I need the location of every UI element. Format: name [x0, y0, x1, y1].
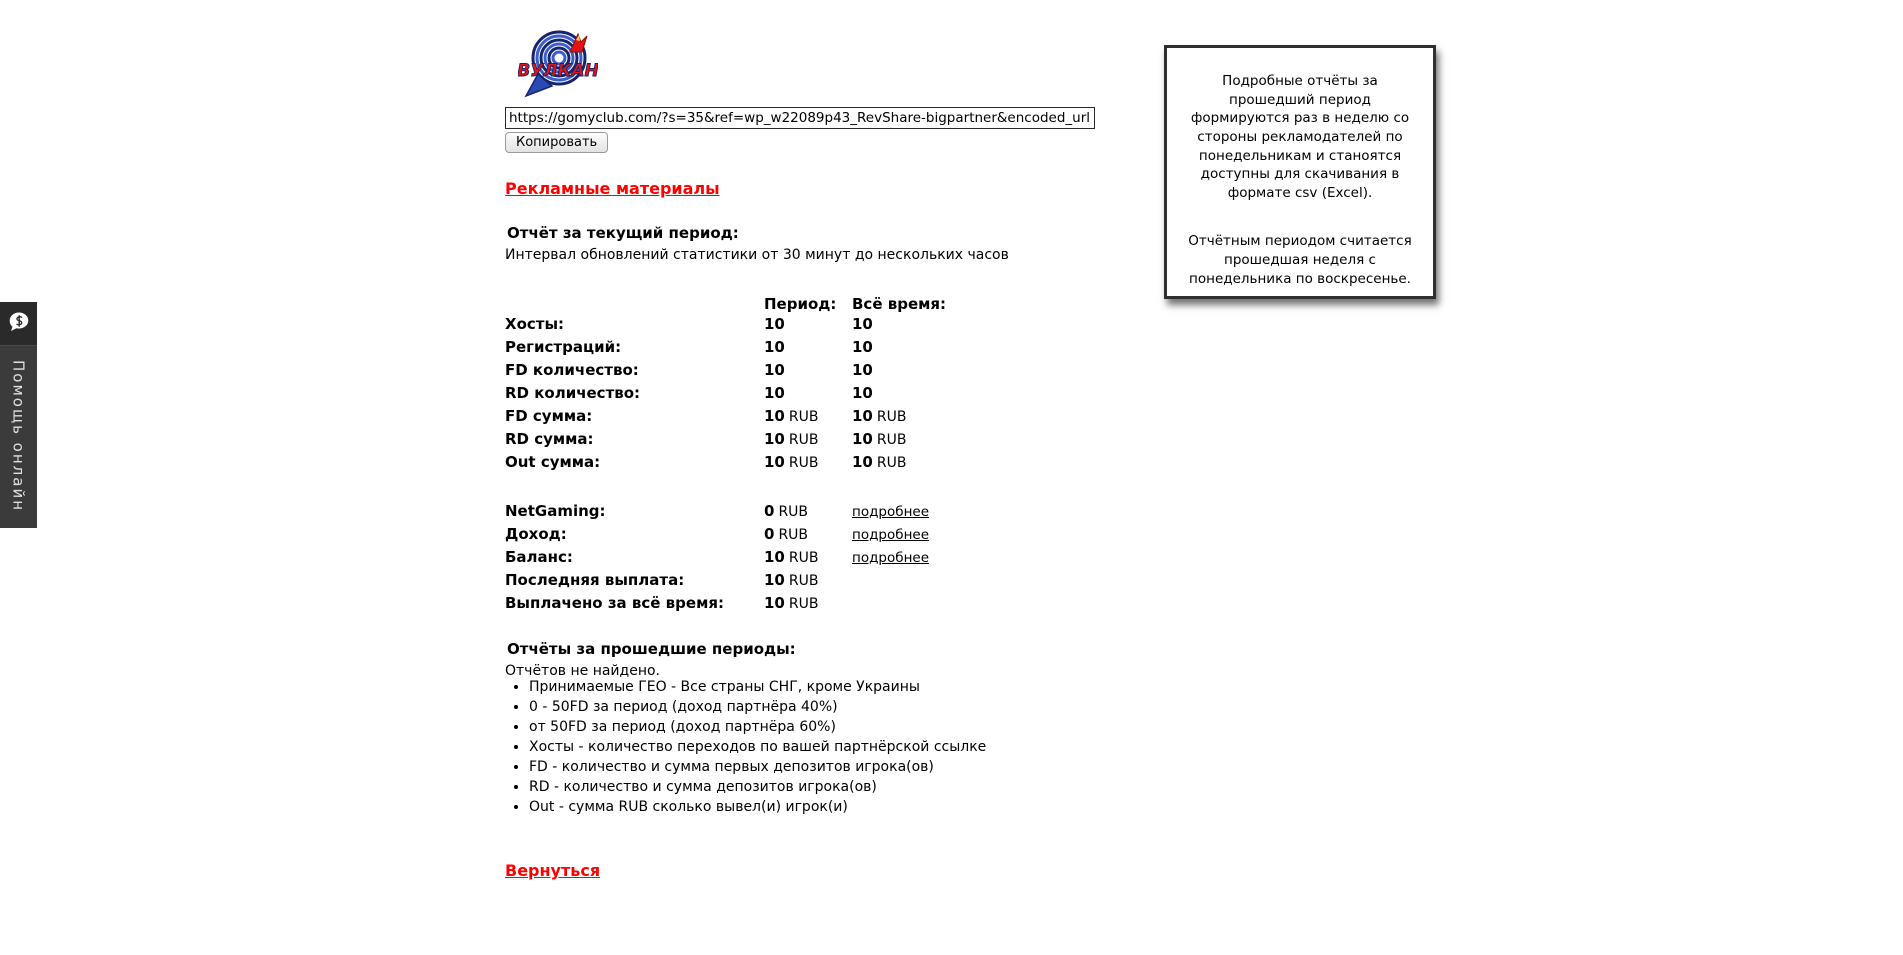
table-row-registrations: Регистраций: 10 10 — [505, 338, 873, 356]
row-label: RD количество: — [505, 384, 641, 402]
row-label: Выплачено за всё время: — [505, 594, 724, 612]
list-item: • RD - количество и сумма депозитов игрока(ов) — [529, 779, 1097, 795]
table-row-paid-all-time: Выплачено за всё время: 10 RUB — [505, 594, 819, 612]
list-item: • от 50FD за период (доход партнёра 60%) — [529, 719, 1097, 735]
balance-details-link[interactable]: подробнее — [852, 550, 930, 566]
row-label: Out сумма: — [505, 453, 601, 471]
glossary-list — [505, 739, 1097, 815]
no-reports-note: Отчётов не найдено. — [505, 663, 660, 679]
chat-open-button[interactable] — [0, 302, 37, 346]
table-row-balance: Баланс: 10 RUB подробнее — [505, 548, 930, 566]
main-content — [505, 30, 1097, 880]
table-row-netgaming: NetGaming: 0 RUB подробнее — [505, 502, 930, 520]
row-label: Последняя выплата: — [505, 571, 685, 589]
list-item: • Out - сумма RUB сколько вывел(и) игрок(и) — [529, 799, 1097, 815]
current-period-heading: Отчёт за текущий период: — [507, 224, 739, 242]
vulkan-logo — [518, 30, 1097, 102]
table-row-last-payout: Последняя выплата: 10 RUB — [505, 571, 819, 589]
table-row-rd-count: RD количество: 10 10 — [505, 384, 873, 402]
list-item: • 0 - 50FD за период (доход партнёра 40%) — [529, 699, 1097, 715]
chat-widget[interactable] — [0, 302, 37, 528]
back-link[interactable]: Вернуться — [505, 861, 601, 880]
list-item: • Хосты - количество переходов по вашей партнёрской ссылке — [529, 739, 1097, 755]
chat-bubble-icon — [7, 310, 31, 338]
terms-list — [505, 679, 1097, 735]
list-item: • FD - количество и сумма первых депозитов игрока(ов) — [529, 759, 1097, 775]
list-item: • Принимаемые ГЕО - Все страны СНГ, кроме Украины — [529, 679, 1097, 695]
table-row-fd-sum: FD сумма: 10 RUB 10 RUB — [505, 407, 907, 425]
row-label: Доход: — [505, 525, 567, 543]
row-label: RD сумма: — [505, 430, 594, 448]
row-label: Хосты: — [505, 315, 565, 333]
table-row-fd-count: FD количество: 10 10 — [505, 361, 873, 379]
past-reports-heading: Отчёты за прошедшие периоды: — [507, 640, 796, 658]
row-label: Баланс: — [505, 548, 573, 566]
stats-table — [505, 295, 1097, 476]
table-row-out-sum: Out сумма: 10 RUB 10 RUB — [505, 453, 907, 471]
netgaming-details-link[interactable]: подробнее — [852, 504, 930, 520]
info-paragraph-2: Отчётным периодом считается прошедшая неделя с понедельника по воскресенье. — [1188, 233, 1412, 287]
totals-table — [505, 502, 1097, 617]
row-label: NetGaming: — [505, 502, 606, 520]
vulkan-logo-text: ВУЛКАН — [518, 61, 598, 81]
row-label: Регистраций: — [505, 338, 622, 356]
column-all-time: Всё время: — [852, 295, 947, 313]
table-row-income: Доход: 0 RUB подробнее — [505, 525, 930, 543]
row-label: FD количество: — [505, 361, 639, 379]
column-period: Период: — [764, 295, 837, 313]
chat-widget-label: Помощь онлайн — [9, 360, 28, 513]
referral-url-input[interactable] — [505, 107, 1095, 129]
table-row-hosts: Хосты: 10 10 — [505, 315, 873, 333]
info-paragraph-1: Подробные отчёты за прошедший период формируются раз в неделю со стороны рекламодателей по понедельникам и станоятся доступны для скачивания в формате csv (Excel). — [1190, 73, 1410, 201]
table-row-rd-sum: RD сумма: 10 RUB 10 RUB — [505, 430, 907, 448]
update-interval-note: Интервал обновлений статистики от 30 минут до нескольких часов — [505, 247, 1009, 263]
income-details-link[interactable]: подробнее — [852, 527, 930, 543]
promo-materials-link[interactable]: Рекламные материалы — [505, 179, 720, 198]
weekly-reports-info-box — [1164, 45, 1436, 299]
stats-header-row — [505, 295, 1097, 315]
row-label: FD сумма: — [505, 407, 593, 425]
copy-button[interactable]: Копировать — [505, 132, 608, 153]
